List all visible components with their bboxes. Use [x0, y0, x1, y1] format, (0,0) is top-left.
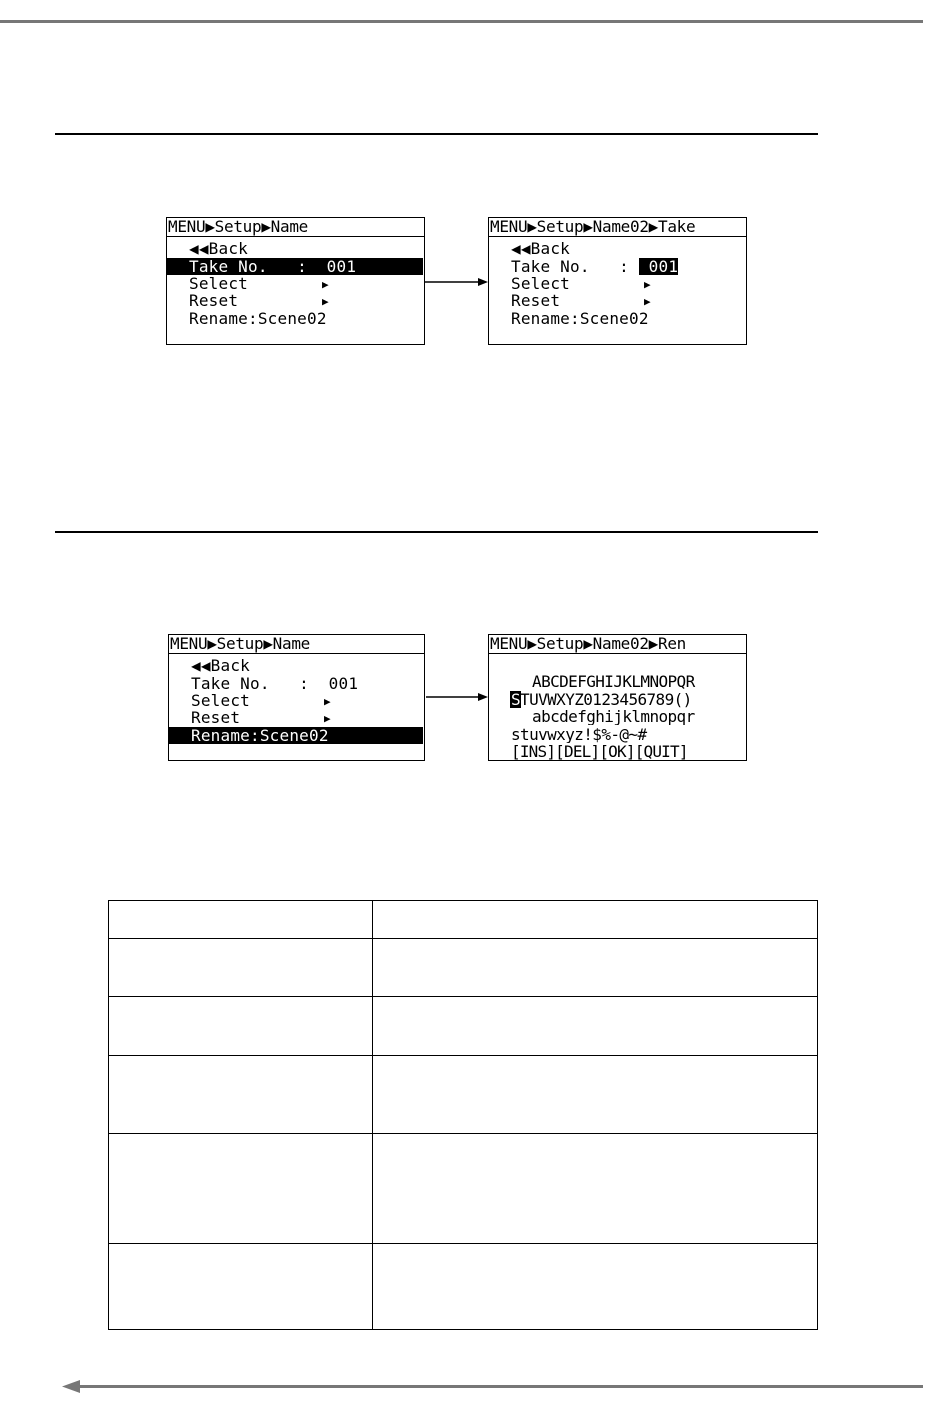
lcd-title: MENU▶Setup▶Name02▶Ren: [489, 635, 746, 654]
char-row-3[interactable]: _abcdefghijklmnopqr: [523, 708, 695, 725]
table-cell: [373, 1134, 818, 1244]
table-cell: [373, 1056, 818, 1134]
lcd-title: MENU▶Setup▶Name: [169, 635, 424, 654]
ok-button[interactable]: [OK]: [599, 743, 635, 760]
select-arrow-icon: ▶: [644, 278, 651, 291]
table-row: [109, 901, 818, 939]
lcd-screen-name-menu-rename: [168, 634, 425, 761]
lcd-screen-take-edit: [488, 217, 747, 345]
select-arrow-icon: ▶: [322, 278, 329, 291]
table-cell: [109, 939, 373, 997]
back-item[interactable]: ◀◀Back: [191, 657, 250, 674]
lcd-title: MENU▶Setup▶Name: [167, 218, 424, 237]
rename-item[interactable]: Rename:Scene02: [169, 727, 423, 744]
table-cell: [373, 901, 818, 939]
table-row: [109, 1244, 818, 1330]
rename-item[interactable]: Rename:Scene02: [511, 310, 649, 327]
table-cell: [109, 1134, 373, 1244]
parameter-table: [108, 900, 818, 1330]
take-no-item[interactable]: Take No. : _001: [191, 675, 359, 692]
table-row: [109, 997, 818, 1056]
select-item[interactable]: Select ▶: [189, 275, 329, 292]
table-row: [109, 1134, 818, 1244]
reset-item[interactable]: Reset ▶: [191, 709, 331, 726]
lcd-screen-rename-editor: [488, 634, 747, 761]
quit-button[interactable]: [QUIT]: [634, 743, 688, 760]
reset-item[interactable]: Reset ▶: [189, 292, 329, 309]
table-cell: [109, 997, 373, 1056]
take-no-item[interactable]: Take No. : _001: [167, 258, 423, 275]
select-item[interactable]: Select ▶: [511, 275, 651, 292]
flow-arrow-icon: [424, 276, 488, 288]
back-item[interactable]: ◀◀Back: [511, 240, 570, 257]
rename-item[interactable]: Rename:Scene02: [189, 310, 327, 327]
take-no-item[interactable]: Take No. : _001: [511, 258, 679, 275]
flow-arrow-icon: [426, 691, 488, 703]
reset-arrow-icon: ▶: [322, 295, 329, 308]
table-cell: [109, 1244, 373, 1330]
bottom-page-rule: [78, 1385, 923, 1388]
top-page-rule: [0, 20, 923, 23]
select-arrow-icon: ▶: [324, 695, 331, 708]
section1-rule: [55, 133, 818, 135]
table-cell: [373, 939, 818, 997]
table-cell: [109, 901, 373, 939]
table-cell: [373, 997, 818, 1056]
table-cell: [109, 1056, 373, 1134]
char-row-4[interactable]: stuvwxyz!$%-@~#: [511, 726, 647, 743]
page-back-arrow-icon: [62, 1380, 80, 1393]
editor-buttons: [489, 743, 746, 760]
reset-arrow-icon: ▶: [324, 712, 331, 725]
char-row-1[interactable]: _ABCDEFGHIJKLMNOPQR: [523, 673, 695, 690]
back-item[interactable]: ◀◀Back: [189, 240, 248, 257]
select-item[interactable]: Select ▶: [191, 692, 331, 709]
table-cell: [373, 1244, 818, 1330]
char-cursor[interactable]: S: [511, 691, 521, 708]
reset-item[interactable]: Reset ▶: [511, 292, 651, 309]
reset-arrow-icon: ▶: [644, 295, 651, 308]
del-button[interactable]: [DEL]: [555, 743, 600, 760]
table-row: [109, 1056, 818, 1134]
table-row: [109, 939, 818, 997]
section2-rule: [55, 531, 818, 533]
name-entry-field[interactable]: [489, 656, 746, 673]
lcd-title: MENU▶Setup▶Name02▶Take: [489, 218, 746, 237]
ins-button[interactable]: [INS]: [511, 743, 556, 760]
take-no-value[interactable]: _001: [638, 258, 679, 275]
char-row-2[interactable]: STUVWXYZ0123456789(): [511, 691, 692, 708]
lcd-screen-name-menu: [166, 217, 425, 345]
